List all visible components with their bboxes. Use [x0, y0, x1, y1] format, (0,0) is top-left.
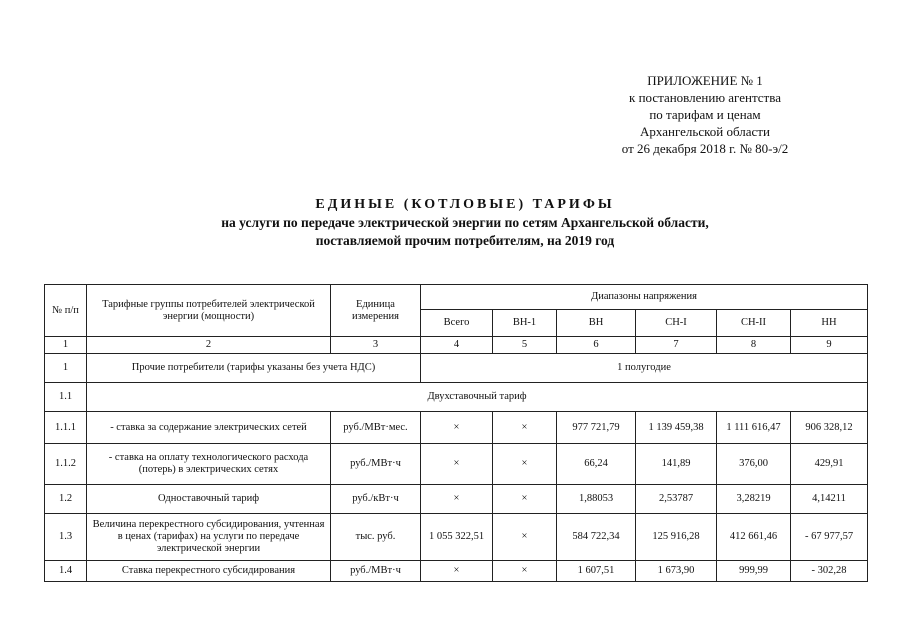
appendix-line-agency: по тарифам и ценам: [649, 107, 761, 122]
cell-sn1: 141,89: [636, 444, 717, 485]
header-vn: ВН: [557, 310, 636, 337]
cell-total: 1 055 322,51: [421, 514, 493, 561]
cell-sn2: 999,99: [717, 561, 791, 582]
appendix-header: [560, 72, 850, 157]
row-name: Прочие потребители (тарифы указаны без учета НДС): [87, 354, 421, 383]
row-num: 1.1.2: [45, 444, 87, 485]
table-row: [45, 561, 868, 582]
appendix-line-date: от 26 декабря 2018 г. № 80-э/2: [621, 141, 789, 156]
cell-vn1: ×: [493, 444, 557, 485]
col-number: 8: [717, 337, 791, 354]
col-number: 7: [636, 337, 717, 354]
header-ranges: Диапазоны напряжения: [421, 285, 868, 310]
cell-vn: 1 607,51: [557, 561, 636, 582]
cell-total: ×: [421, 485, 493, 514]
cell-total: ×: [421, 561, 493, 582]
row-num: 1: [45, 354, 87, 383]
header-sn1: СН-I: [636, 310, 717, 337]
row-unit: руб./МВт·ч: [331, 561, 421, 582]
row-num: 1.3: [45, 514, 87, 561]
row-name: - ставка за содержание электрических сетей: [87, 412, 331, 444]
table-row: [45, 412, 868, 444]
row-num: 1.1: [45, 383, 87, 412]
cell-sn1: 2,53787: [636, 485, 717, 514]
cell-sn1: 1 673,90: [636, 561, 717, 582]
row-name: Одноставочный тариф: [87, 485, 331, 514]
table-row: [45, 485, 868, 514]
cell-sn2: 376,00: [717, 444, 791, 485]
cell-nn: 906 328,12: [791, 412, 868, 444]
cell-vn: 66,24: [557, 444, 636, 485]
cell-vn1: ×: [493, 485, 557, 514]
tariff-table: [44, 284, 868, 582]
header-nn: НН: [791, 310, 868, 337]
row-unit: руб./МВт·ч: [331, 444, 421, 485]
cell-vn1: ×: [493, 412, 557, 444]
header-sn2: СН-II: [717, 310, 791, 337]
header-unit: Единица измерения: [331, 285, 421, 337]
cell-total: ×: [421, 412, 493, 444]
document-title: [100, 196, 830, 250]
header-num: № п/п: [45, 285, 87, 337]
row-name: Величина перекрестного субсидирования, учтенная в ценах (тарифах) на услуги по передаче электрической энергии: [87, 514, 331, 561]
cell-vn: 1,88053: [557, 485, 636, 514]
header-total: Всего: [421, 310, 493, 337]
col-number: 4: [421, 337, 493, 354]
col-number: 5: [493, 337, 557, 354]
appendix-line-resolution: к постановлению агентства: [629, 90, 781, 105]
row-name: - ставка на оплату технологического расхода (потерь) в электрических сетях: [87, 444, 331, 485]
cell-vn: 584 722,34: [557, 514, 636, 561]
cell-sn1: 125 916,28: [636, 514, 717, 561]
cell-sn2: 3,28219: [717, 485, 791, 514]
row-num: 1.4: [45, 561, 87, 582]
cell-total: ×: [421, 444, 493, 485]
cell-nn: - 302,28: [791, 561, 868, 582]
row-unit: тыс. руб.: [331, 514, 421, 561]
col-number: 3: [331, 337, 421, 354]
cell-nn: 4,14211: [791, 485, 868, 514]
row-unit: руб./кВт·ч: [331, 485, 421, 514]
row-name: Ставка перекрестного субсидирования: [87, 561, 331, 582]
cell-sn1: 1 139 459,38: [636, 412, 717, 444]
cell-sn2: 412 661,46: [717, 514, 791, 561]
cell-nn: 429,91: [791, 444, 868, 485]
header-vn1: ВН-1: [493, 310, 557, 337]
title-subtitle-line1: на услуги по передаче электрической энергии по сетям Архангельской области,: [221, 215, 709, 230]
title-main: ЕДИНЫЕ (КОТЛОВЫЕ) ТАРИФЫ: [315, 197, 615, 212]
header-row: [45, 285, 868, 310]
col-number: 6: [557, 337, 636, 354]
col-number: 2: [87, 337, 331, 354]
row-name: Двухставочный тариф: [87, 383, 868, 412]
cell-vn1: ×: [493, 561, 557, 582]
cell-vn: 977 721,79: [557, 412, 636, 444]
appendix-line-region: Архангельской области: [640, 124, 770, 139]
col-number: 1: [45, 337, 87, 354]
table-row: [45, 514, 868, 561]
cell-sn2: 1 111 616,47: [717, 412, 791, 444]
row-period: 1 полугодие: [421, 354, 868, 383]
row-unit: руб./МВт·мес.: [331, 412, 421, 444]
table-row: [45, 354, 868, 383]
appendix-line-title: ПРИЛОЖЕНИЕ № 1: [647, 73, 763, 88]
row-num: 1.2: [45, 485, 87, 514]
cell-vn1: ×: [493, 514, 557, 561]
column-number-row: [45, 337, 868, 354]
cell-nn: - 67 977,57: [791, 514, 868, 561]
col-number: 9: [791, 337, 868, 354]
table-row: [45, 444, 868, 485]
header-group: Тарифные группы потребителей электрической энергии (мощности): [87, 285, 331, 337]
table-row: [45, 383, 868, 412]
row-num: 1.1.1: [45, 412, 87, 444]
title-subtitle-line2: поставляемой прочим потребителям, на 2019 год: [315, 233, 615, 248]
